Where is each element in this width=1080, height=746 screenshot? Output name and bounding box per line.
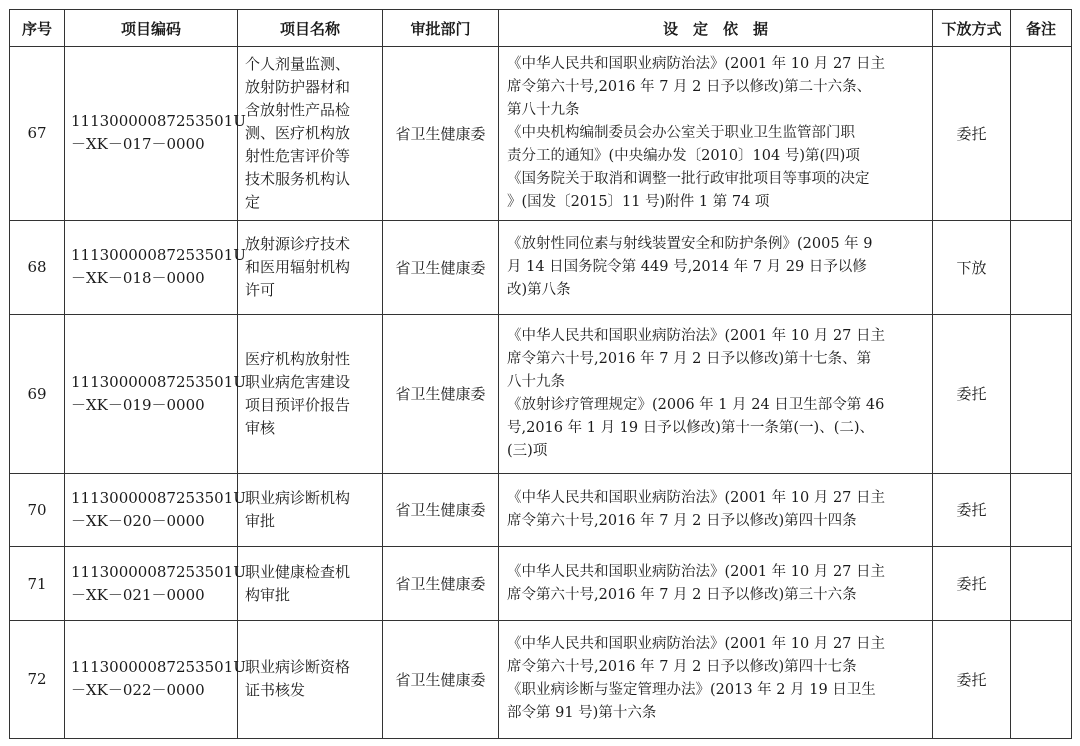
delegation-mode-cell: 委托 — [933, 620, 1011, 738]
legal-basis-line: 席令第六十号,2016 年 7 月 2 日予以修改)第四十七条 — [507, 659, 857, 676]
legal-basis-cell — [499, 315, 933, 473]
legal-basis-line: 《国务院关于取消和调整一批行政审批项目等事项的决定 — [507, 170, 870, 187]
item-code-line: 11130000087253501U — [71, 658, 246, 677]
legal-basis-line: 》(国发〔2015〕11 号)附件 1 第 74 项 — [507, 193, 770, 210]
legal-basis-cell — [499, 620, 933, 738]
item-name-line: 职业病危害建设 — [245, 372, 351, 391]
remarks-cell — [1011, 620, 1072, 738]
legal-basis-line: (三)项 — [507, 442, 548, 459]
item-code-line: 11130000087253501U — [71, 488, 246, 507]
header-serial-number: 序号 — [10, 10, 65, 47]
item-code-cell — [65, 473, 246, 547]
serial-number-cell: 72 — [10, 620, 65, 738]
item-code-cell — [65, 547, 246, 621]
header-legal-basis: 设 定 依 据 — [499, 10, 933, 47]
item-name-cell — [238, 315, 383, 473]
header-remarks: 备注 — [1011, 10, 1072, 47]
item-code-line: －XK－018－0000 — [71, 269, 205, 288]
item-name-line: 定 — [245, 192, 261, 211]
item-code-line: 11130000087253501U — [71, 246, 246, 265]
table-row — [10, 620, 1072, 738]
item-code-line: －XK－020－0000 — [71, 511, 205, 530]
legal-basis-line: 《中华人民共和国职业病防治法》(2001 年 10 月 27 日主 — [507, 563, 886, 580]
legal-basis-line: 号,2016 年 1 月 19 日予以修改)第十一条第(一)、(二)、 — [507, 419, 875, 436]
legal-basis-line: 第八十九条 — [507, 101, 580, 118]
item-name-line: 测、医疗机构放 — [245, 123, 351, 142]
legal-basis-line: 责分工的通知》(中央编办发〔2010〕104 号)第(四)项 — [507, 147, 860, 164]
header-approval-department: 审批部门 — [383, 10, 499, 47]
remarks-cell — [1011, 47, 1072, 221]
approval-department-cell: 省卫生健康委 — [383, 47, 499, 221]
table-row — [10, 547, 1072, 621]
table-row — [10, 473, 1072, 547]
serial-number-cell: 69 — [10, 315, 65, 473]
remarks-cell — [1011, 315, 1072, 473]
item-name-line: 审批 — [245, 511, 276, 530]
legal-basis-line: 《放射诊疗管理规定》(2006 年 1 月 24 日卫生部令第 46 — [507, 396, 885, 413]
legal-basis-line: 席令第六十号,2016 年 7 月 2 日予以修改)第四十四条 — [507, 512, 857, 529]
item-name-line: 职业健康检查机 — [245, 562, 351, 581]
legal-basis-cell — [499, 473, 933, 547]
item-code-cell — [65, 315, 246, 473]
approval-department-cell: 省卫生健康委 — [383, 315, 499, 473]
legal-basis-line: 八十九条 — [507, 373, 565, 390]
item-code-cell — [65, 47, 246, 221]
delegation-mode-cell: 委托 — [933, 473, 1011, 547]
table-row — [10, 47, 1072, 221]
legal-basis-line: 席令第六十号,2016 年 7 月 2 日予以修改)第三十六条 — [507, 586, 857, 603]
serial-number-cell: 68 — [10, 220, 65, 315]
approval-department-cell: 省卫生健康委 — [383, 620, 499, 738]
item-name-line: 和医用辐射机构 — [245, 257, 351, 276]
item-name-cell — [238, 220, 383, 315]
item-code-line: －XK－019－0000 — [71, 395, 205, 414]
delegation-mode-cell: 委托 — [933, 315, 1011, 473]
legal-basis-line: 《中华人民共和国职业病防治法》(2001 年 10 月 27 日主 — [507, 489, 886, 506]
item-code-line: 11130000087253501U — [71, 372, 246, 391]
item-code-line: －XK－017－0000 — [71, 135, 205, 154]
item-name-line: 放射源诊疗技术 — [245, 234, 351, 253]
item-name-cell — [238, 473, 383, 547]
item-name-line: 含放射性产品检 — [245, 100, 351, 119]
legal-basis-line: 《中华人民共和国职业病防治法》(2001 年 10 月 27 日主 — [507, 55, 886, 72]
legal-basis-line: 《中央机构编制委员会办公室关于职业卫生监管部门职 — [507, 124, 855, 141]
item-name-cell — [238, 547, 383, 621]
table-row — [10, 220, 1072, 315]
legal-basis-line: 席令第六十号,2016 年 7 月 2 日予以修改)第二十六条、 — [507, 78, 872, 95]
legal-basis-cell — [499, 547, 933, 621]
item-name-line: 证书核发 — [245, 681, 306, 700]
item-code-line: －XK－021－0000 — [71, 585, 205, 604]
item-name-line: 许可 — [245, 280, 276, 299]
remarks-cell — [1011, 220, 1072, 315]
delegation-mode-cell: 委托 — [933, 47, 1011, 221]
legal-basis-line: 席令第六十号,2016 年 7 月 2 日予以修改)第十七条、第 — [507, 350, 872, 367]
approval-department-cell: 省卫生健康委 — [383, 473, 499, 547]
item-name-line: 审核 — [245, 418, 276, 437]
legal-basis-line: 《职业病诊断与鉴定管理办法》(2013 年 2 月 19 日卫生 — [507, 682, 876, 699]
legal-basis-line: 《中华人民共和国职业病防治法》(2001 年 10 月 27 日主 — [507, 327, 886, 344]
approval-items-table — [9, 9, 1072, 739]
item-code-line: 11130000087253501U — [71, 562, 246, 581]
delegation-mode-cell: 委托 — [933, 547, 1011, 621]
item-code-line: －XK－022－0000 — [71, 681, 205, 700]
item-name-line: 个人剂量监测、 — [245, 54, 351, 73]
item-code-cell — [65, 620, 246, 738]
item-name-line: 射性危害评价等 — [245, 146, 351, 165]
header-item-name: 项目名称 — [238, 10, 383, 47]
delegation-mode-cell: 下放 — [933, 220, 1011, 315]
serial-number-cell: 67 — [10, 47, 65, 221]
item-name-line: 项目预评价报告 — [245, 395, 351, 414]
item-name-line: 放射防护器材和 — [245, 77, 351, 96]
header-item-code: 项目编码 — [65, 10, 238, 47]
header-row — [10, 10, 1072, 47]
legal-basis-line: 《中华人民共和国职业病防治法》(2001 年 10 月 27 日主 — [507, 636, 886, 653]
legal-basis-line: 月 14 日国务院令第 449 号,2014 年 7 月 29 日予以修 — [507, 258, 867, 275]
legal-basis-line: 改)第八条 — [507, 281, 571, 298]
item-name-cell — [238, 620, 383, 738]
item-code-cell — [65, 220, 246, 315]
approval-department-cell: 省卫生健康委 — [383, 547, 499, 621]
legal-basis-cell — [499, 47, 933, 221]
item-name-line: 技术服务机构认 — [245, 169, 351, 188]
remarks-cell — [1011, 473, 1072, 547]
legal-basis-line: 部令第 91 号)第十六条 — [507, 705, 657, 722]
item-name-line: 构审批 — [245, 585, 291, 604]
serial-number-cell: 70 — [10, 473, 65, 547]
table-row — [10, 315, 1072, 473]
legal-basis-line: 《放射性同位素与射线装置安全和防护条例》(2005 年 9 — [507, 235, 873, 252]
serial-number-cell: 71 — [10, 547, 65, 621]
approval-department-cell: 省卫生健康委 — [383, 220, 499, 315]
item-name-line: 职业病诊断机构 — [245, 488, 351, 507]
table-body — [10, 47, 1072, 739]
item-name-cell — [238, 47, 383, 221]
item-name-line: 职业病诊断资格 — [245, 658, 351, 677]
item-name-line: 医疗机构放射性 — [245, 349, 351, 368]
header-delegation-mode: 下放方式 — [933, 10, 1011, 47]
remarks-cell — [1011, 547, 1072, 621]
legal-basis-cell — [499, 220, 933, 315]
item-code-line: 11130000087253501U — [71, 112, 246, 131]
